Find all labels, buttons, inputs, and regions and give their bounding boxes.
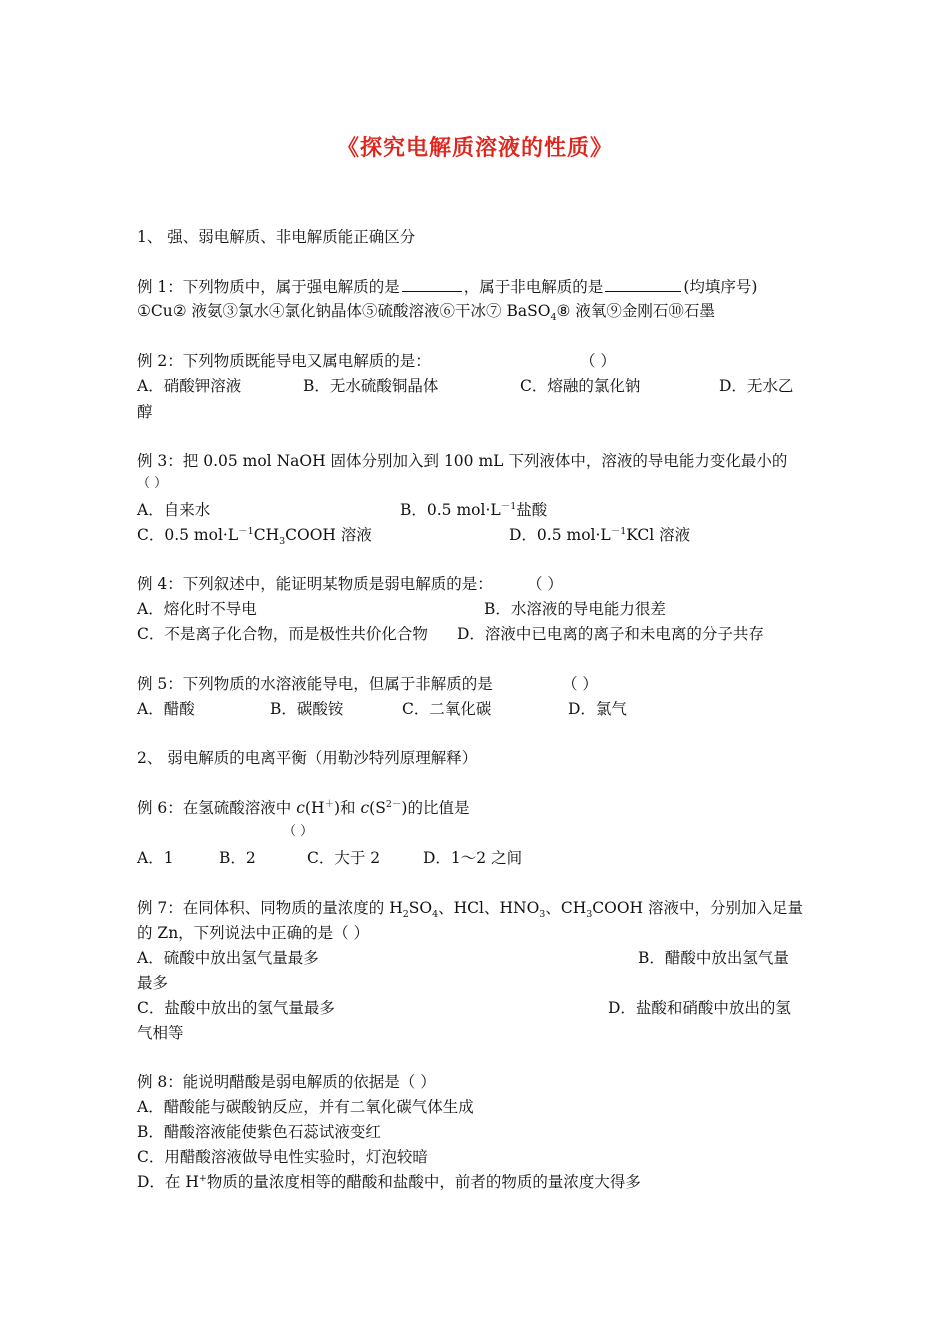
example-8-option-d: D．在 H+物质的量浓度相等的醋酸和盐酸中，前者的物质的量浓度大得多	[137, 1172, 641, 1191]
example-3-option-c: C．0.5 $mol\cdot L^{-1}CH_3COOH$ 溶液	[137, 525, 372, 548]
page-title: 《探究电解质溶液的性质》	[336, 136, 613, 161]
example-7-option-b: B．醋酸中放出氢气量	[638, 949, 789, 967]
example-4-option-b: B．水溶液的导电能力很差	[484, 600, 666, 618]
example-8-option-b: B．醋酸溶液能使紫色石蕊试液变红	[137, 1123, 381, 1141]
example-3-option-b: B．0.5 $mol\cdot L^{-1}$盐酸	[400, 500, 548, 519]
example-4-answer-paren: （ ）	[527, 575, 563, 593]
example-3-option-a: A．自来水	[137, 501, 211, 519]
example-5-option-c: C．二氧化碳	[402, 700, 492, 718]
example-5-option-b: B．碳酸铵	[270, 700, 344, 718]
example-2-option-d-continued: 醇	[137, 403, 153, 421]
example-6-option-d: D．1～2 之间	[423, 849, 523, 867]
example-2-answer-paren: （ ）	[580, 352, 616, 370]
example-2-question: 例 2：下列物质既能导电又属电解质的是：	[137, 352, 431, 370]
example-5-option-a: A．醋酸	[137, 700, 195, 718]
example-2-option-a: A．硝酸钾溶液	[137, 377, 242, 395]
example-6-option-c: C．大于 2	[307, 849, 381, 867]
example-8-option-c: C．用醋酸溶液做导电性实验时，灯泡较暗	[137, 1148, 428, 1166]
example-3-option-d: D．0.5 $mol\cdot L^{-1}KCl$ 溶液	[509, 525, 691, 544]
example-7-option-d-continued: 气相等	[137, 1024, 184, 1042]
section-2-heading: 2、 弱电解质的电离平衡（用勒沙特列原理解释）	[137, 749, 478, 767]
example-5-option-d: D．氯气	[568, 700, 627, 718]
example-7-question-continued: 的 Zn，下列说法中正确的是（ ）	[137, 924, 370, 942]
answer-blank-1[interactable]	[402, 276, 462, 292]
section-1-heading: 1、 强、弱电解质、非电解质能正确区分	[137, 228, 416, 246]
example-6-option-b: B．2	[219, 849, 256, 867]
example-2-option-c: C．熔融的氯化钠	[520, 377, 641, 395]
example-1-items: ①Cu② 液氨③氯水④氯化钠晶体⑤硫酸溶液⑥干冰⑦ BaSO$_4$⑧ 液氧⑨金刚石⑩石墨	[137, 302, 715, 324]
example-6-question: 例 6：在氢硫酸溶液中 c(H＋)和 $c(S^{2-})$的比值是	[137, 798, 470, 817]
example-4-option-d: D．溶液中已电离的离子和未电离的分子共存	[457, 625, 764, 643]
example-1-question: 例 1：下列物质中，属于强电解质的是 ，属于非电解质的是 (均填序号)	[137, 278, 758, 296]
example-8-option-a: A．醋酸能与碳酸钠反应，并有二氧化碳气体生成	[137, 1098, 474, 1116]
example-5-answer-paren: （ ）	[562, 675, 598, 693]
example-4-option-c: C．不是离子化合物，而是极性共价化合物	[137, 625, 428, 643]
example-6-option-a: A．1	[137, 849, 174, 867]
example-7-option-b-continued: 最多	[137, 974, 169, 992]
example-4-option-a: A．熔化时不导电	[137, 600, 257, 618]
example-7-question: 例 7：在同体积、同物质的量浓度的 $H_2SO_4$、HCl、$HNO_3$、$CH_3COOH$ 溶液中，分别加入足量	[137, 899, 803, 921]
example-3-question: 例 3：把 0.05 mol NaOH 固体分别加入到 100 mL 下列液体中，溶液的导电能力变化最小的	[137, 452, 788, 470]
example-7-option-c: C．盐酸中放出的氢气量最多	[137, 999, 335, 1017]
example-7-option-a: A．硫酸中放出氢气量最多	[137, 949, 319, 967]
example-2-option-b: B．无水硫酸铜晶体	[303, 377, 439, 395]
example-5-question: 例 5：下列物质的水溶液能导电，但属于非解质的是	[137, 675, 493, 693]
answer-blank-2[interactable]	[605, 276, 681, 292]
example-6-answer-paren: （ ）	[283, 824, 314, 839]
example-4-question: 例 4：下列叙述中，能证明某物质是弱电解质的是：	[137, 575, 493, 593]
example-3-answer-paren: （ ）	[137, 476, 168, 491]
example-7-option-d: D．盐酸和硝酸中放出的氢	[608, 999, 791, 1017]
example-2-option-d: D．无水乙	[719, 377, 794, 395]
example-8-question: 例 8：能说明醋酸是弱电解质的依据是（ ）	[137, 1073, 436, 1091]
